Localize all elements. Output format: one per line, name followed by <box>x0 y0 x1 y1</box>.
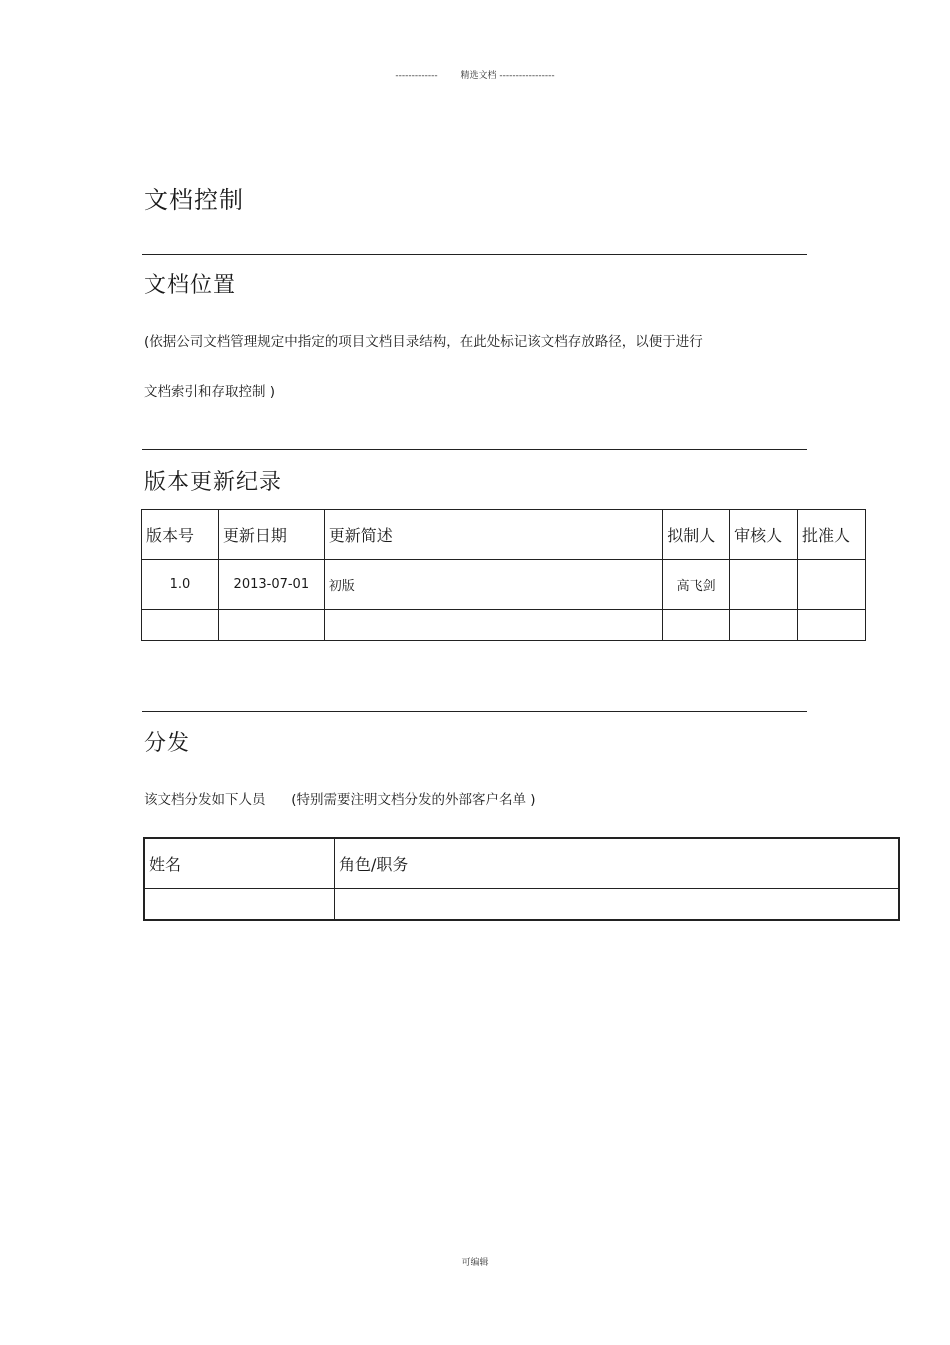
cell-name <box>144 889 335 921</box>
col-header: 更新日期 <box>218 510 324 560</box>
col-header: 角色/职务 <box>335 838 899 889</box>
cell-reviewer <box>730 560 798 610</box>
page-header <box>0 68 950 81</box>
distribution-table <box>143 837 900 921</box>
versions-title: 版本更新纪录 <box>144 470 283 495</box>
cell-version <box>142 610 219 641</box>
section-divider <box>142 711 807 712</box>
location-line-2: 文档索引和存取控制 ) <box>144 384 276 400</box>
header-left-dashes: ------------- <box>395 71 438 81</box>
doc-control-title: 文档控制 <box>144 186 244 214</box>
table-row <box>142 610 866 641</box>
distribution-note: (特别需要注明文档分发的外部客户名单 ) <box>291 792 536 808</box>
distribution-title: 分发 <box>144 731 191 756</box>
cell-approver <box>798 610 866 641</box>
distribution-intro-line <box>144 788 536 808</box>
cell-author: 高飞剑 <box>663 560 730 610</box>
location-line-1: (依据公司文档管理规定中指定的项目文档目录结构，在此处标记该文档存放路径，以便于进行 <box>144 334 703 350</box>
col-header: 姓名 <box>144 838 335 889</box>
cell-reviewer <box>730 610 798 641</box>
col-header: 版本号 <box>142 510 219 560</box>
page-footer: 可编辑 <box>461 1258 489 1268</box>
col-header: 更新简述 <box>324 510 662 560</box>
table-row <box>144 889 899 921</box>
distribution-intro: 该文档分发如下人员 <box>144 792 266 808</box>
col-header: 批准人 <box>798 510 866 560</box>
cell-summary: 初版 <box>324 560 662 610</box>
location-title: 文档位置 <box>144 273 237 298</box>
distribution-table-header <box>144 838 899 889</box>
col-header: 拟制人 <box>663 510 730 560</box>
col-header: 审核人 <box>730 510 798 560</box>
section-divider <box>142 254 807 255</box>
table-row <box>142 560 866 610</box>
cell-role <box>335 889 899 921</box>
version-table <box>141 509 866 641</box>
cell-version: 1.0 <box>142 560 219 610</box>
version-table-header <box>142 510 866 560</box>
section-divider <box>142 449 807 450</box>
cell-author <box>663 610 730 641</box>
cell-date: 2013-07-01 <box>218 560 324 610</box>
cell-summary <box>324 610 662 641</box>
header-right-dashes: ----------------- <box>499 71 555 81</box>
cell-approver <box>798 560 866 610</box>
cell-date <box>218 610 324 641</box>
header-title: 精选文档 <box>460 71 497 81</box>
